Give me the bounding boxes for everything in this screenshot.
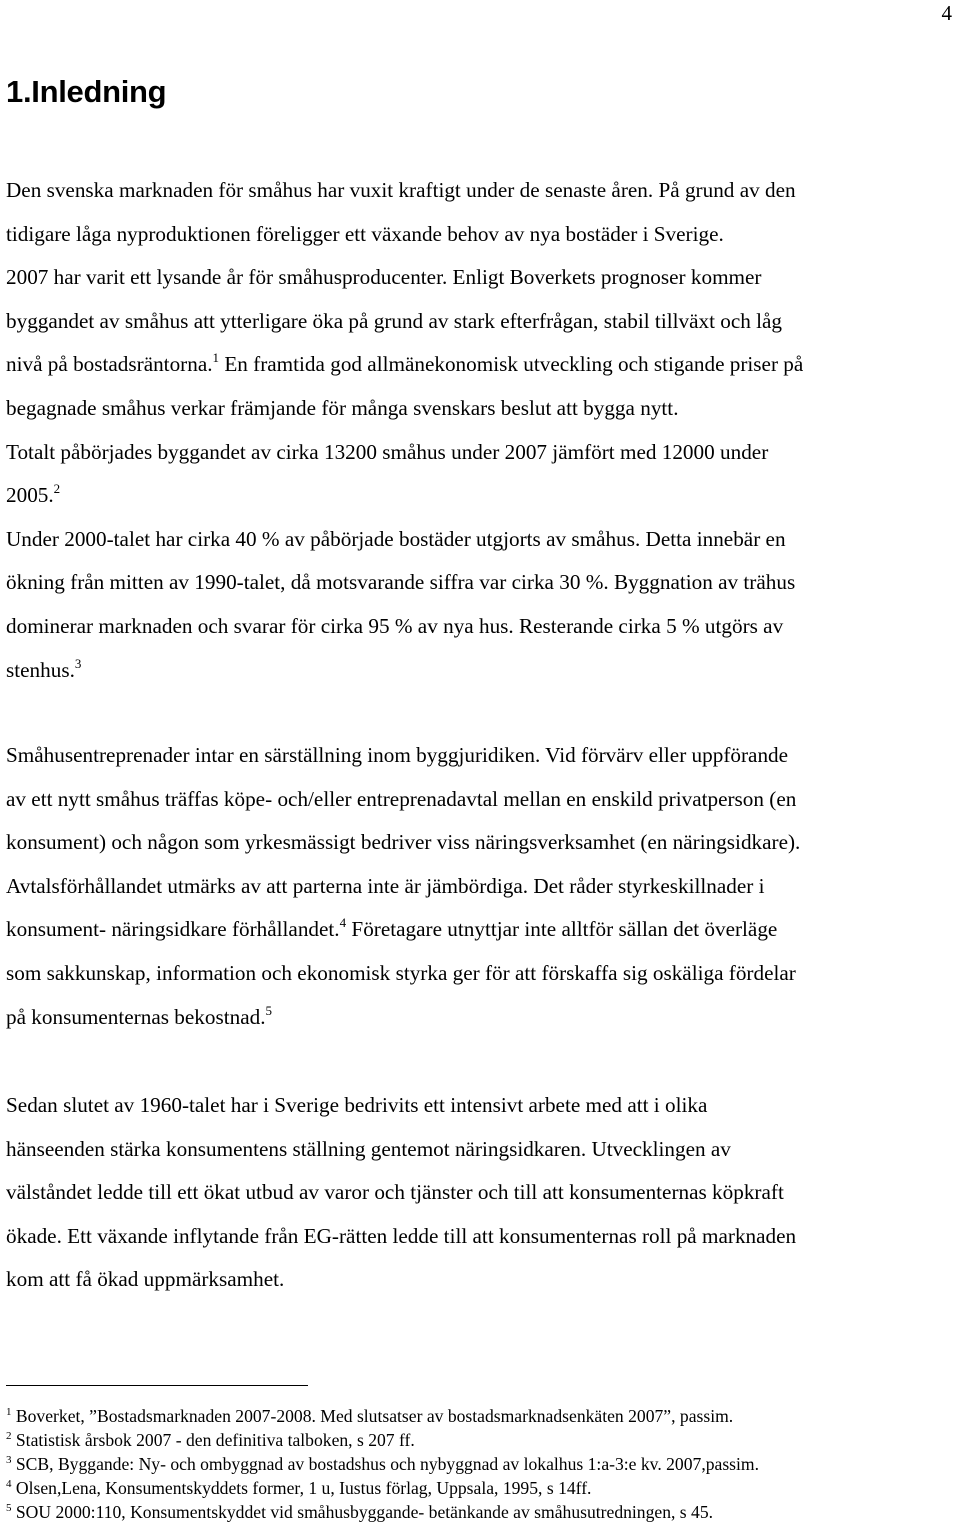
text-line: dominerar marknaden och svarar för cirka 95 % av nya hus. Resterande cirka 5 % utgörs av <box>6 613 784 638</box>
text-line: Sedan slutet av 1960-talet har i Sverige bedrivits ett intensivt arbete med att i olika <box>6 1093 708 1117</box>
text-line: välståndet ledde till ett ökat utbud av varor och tjänster och till att konsumenternas köpkraft <box>6 1180 784 1205</box>
footnote-number: 2 <box>6 1430 12 1442</box>
text-line: 2007 har varit ett lysande år för småhusproducenter. Enligt Boverkets prognoser kommer <box>6 265 762 290</box>
footnote-3 <box>6 1452 759 1476</box>
text-line: Totalt påbörjades byggandet av cirka 13200 småhus under 2007 jämfört med 12000 under <box>6 439 769 464</box>
footnote-text: Olsen,Lena, Konsumentskyddets former, 1 u, Iustus förlag, Uppsala, 1995, s 14ff. <box>11 1478 592 1498</box>
footnote-4 <box>6 1476 759 1500</box>
footnote-2 <box>6 1428 759 1452</box>
text-line: ökade. Ett växande inflytande från EG-rätten ledde till att konsumenternas roll på marknaden <box>6 1223 797 1248</box>
footnote-number: 5 <box>6 1502 12 1514</box>
footnote-text: Boverket, ”Bostadsmarknaden 2007-2008. Med slutsatser av bostadsmarknadsenkäten 2007”, passim. <box>11 1406 734 1426</box>
text-run: stenhus. <box>6 657 75 682</box>
footnote-ref-5[interactable]: 5 <box>265 1002 272 1018</box>
footnote-text: SCB, Byggande: Ny- och ombyggnad av bostadshus och nybyggnad av lokalhus 1:a-3:e kv. 2007,passim. <box>11 1454 759 1474</box>
text-run: konsument- näringsidkare förhållandet. <box>6 917 340 942</box>
paragraph-market-overview <box>6 169 958 692</box>
footnotes <box>6 1404 759 1524</box>
footnote-ref-3[interactable]: 3 <box>74 655 82 671</box>
footnote-ref-2[interactable]: 2 <box>53 481 61 497</box>
footnote-5 <box>6 1500 759 1524</box>
text-line <box>6 649 958 693</box>
text-run: 2005. <box>6 483 54 508</box>
text-line: byggandet av småhus att ytterligare öka på grund av stark efterfrågan, stabil tillväxt och låg <box>6 308 783 333</box>
text-line: Den svenska marknaden för småhus har vuxit kraftigt under de senaste åren. På grund av den <box>6 178 796 202</box>
text-run: Företagare utnyttjar inte alltför sällan det överläge <box>346 917 778 942</box>
text-line: Under 2000-talet har cirka 40 % av påbörjade bostäder utgjorts av småhus. Detta innebär en <box>6 526 786 551</box>
text-line: ökning från mitten av 1990-talet, då motsvarande siffra var cirka 30 %. Byggnation av trähus <box>6 570 796 595</box>
footnote-number: 3 <box>6 1454 12 1466</box>
footnote-separator <box>6 1385 308 1386</box>
text-line <box>6 996 958 1040</box>
footnote-ref-4[interactable]: 4 <box>339 915 347 931</box>
text-line: Avtalsförhållandet utmärks av att parterna inte är jämbördiga. Det råder styrkeskillnader i <box>6 873 765 898</box>
text-run: på konsumenternas bekostnad. <box>6 1004 266 1029</box>
text-line: Småhusentreprenader intar en särställning inom byggjuridiken. Vid förvärv eller uppförande <box>6 743 789 767</box>
footnote-number: 4 <box>6 1478 12 1490</box>
text-line <box>6 343 958 387</box>
text-line: kom att få ökad uppmärksamhet. <box>6 1267 285 1292</box>
page-number: 4 <box>941 1 952 25</box>
text-run: En framtida god allmänekonomisk utveckling och stigande priser på <box>219 352 804 377</box>
text-line: begagnade småhus verkar främjande för många svenskars beslut att bygga nytt. <box>6 395 679 420</box>
text-line: tidigare låga nyproduktionen föreligger ett växande behov av nya bostäder i Sverige. <box>6 221 724 246</box>
paragraph-consumer-protection <box>6 1084 958 1302</box>
footnote-text: SOU 2000:110, Konsumentskyddet vid småhusbyggande- betänkande av småhusutredningen, s 45. <box>11 1502 714 1522</box>
text-line: konsument) och någon som yrkesmässigt bedriver viss näringsverksamhet (en näringsidkare). <box>6 830 801 855</box>
text-line: som sakkunskap, information och ekonomisk styrka ger för att förskaffa sig oskäliga fördelar <box>6 960 796 985</box>
text-line: hänseenden stärka konsumentens ställning gentemot näringsidkaren. Utvecklingen av <box>6 1136 731 1161</box>
paragraph-contract-law <box>6 734 958 1039</box>
footnote-1 <box>6 1404 759 1428</box>
footnote-ref-1[interactable]: 1 <box>212 350 220 366</box>
chapter-heading: 1.Inledning <box>6 74 167 109</box>
text-line <box>6 908 958 952</box>
text-line: av ett nytt småhus träffas köpe- och/eller entreprenadavtal mellan en enskild privatperson (en <box>6 786 797 811</box>
text-line <box>6 474 958 518</box>
footnote-number: 1 <box>6 1406 12 1418</box>
text-run: nivå på bostadsräntorna. <box>6 352 213 377</box>
footnote-text: Statistisk årsbok 2007 - den definitiva talboken, s 207 ff. <box>11 1430 415 1450</box>
